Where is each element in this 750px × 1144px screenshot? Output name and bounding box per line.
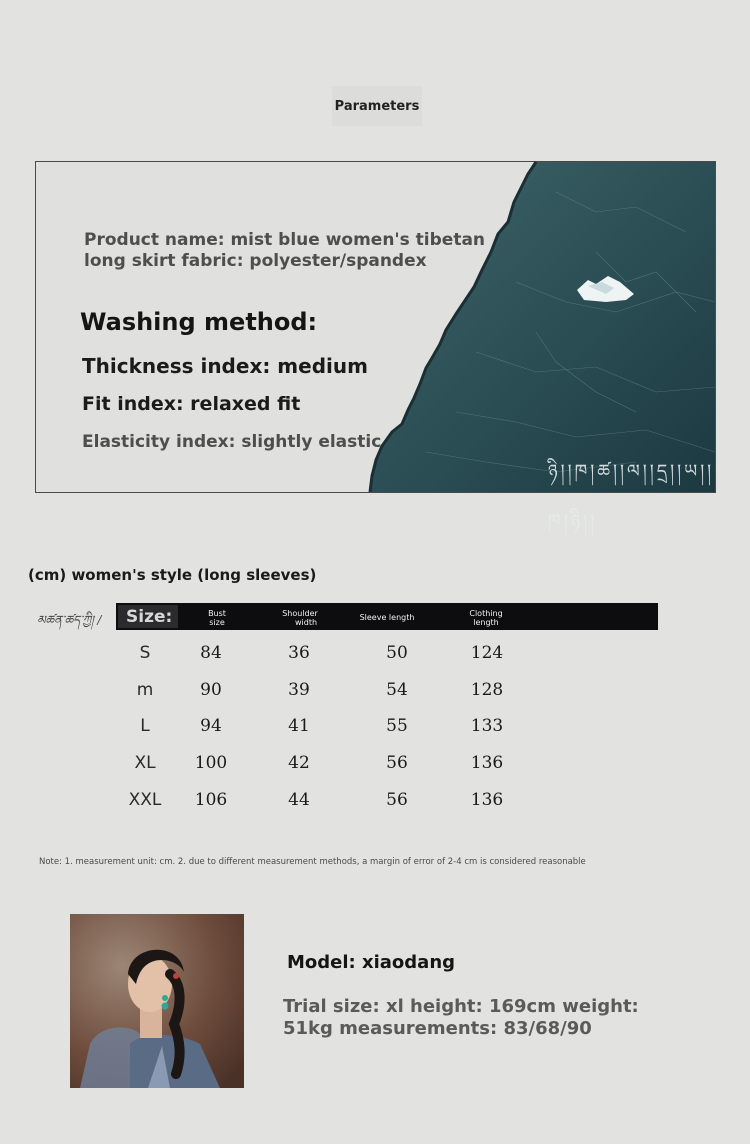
cell-sleeve: 50: [386, 643, 408, 663]
cell-length: 124: [470, 643, 504, 663]
table-row: [0, 716, 750, 744]
page-title: Parameters: [332, 86, 422, 126]
model-portrait: [70, 914, 244, 1088]
cell-bust: 94: [200, 716, 222, 736]
table-row: [0, 643, 750, 671]
thickness-index: Thickness index: medium: [82, 354, 368, 378]
cell-shoulder: 39: [288, 680, 310, 700]
cell-sleeve: 55: [386, 716, 408, 736]
product-name-line1: Product name: mist blue women's tibetan: [84, 230, 486, 250]
cell-bust: 100: [194, 753, 228, 773]
table-row: [0, 680, 750, 708]
cell-length: 128: [470, 680, 504, 700]
cell-shoulder: 41: [288, 716, 310, 736]
product-name-line2: long skirt fabric: polyester/spandex: [84, 251, 427, 271]
model-photo: [70, 914, 244, 1088]
cell-size: XXL: [128, 790, 162, 810]
product-info-panel: [35, 161, 716, 532]
model-details-line1: Trial size: xl height: 169cm weight:: [283, 996, 639, 1017]
size-table-header: [116, 603, 658, 630]
cell-bust: 106: [194, 790, 228, 810]
cell-sleeve: 54: [386, 680, 408, 700]
table-row: [0, 790, 750, 818]
cell-shoulder: 44: [288, 790, 310, 810]
cell-bust: 90: [200, 680, 222, 700]
cell-length: 133: [470, 716, 504, 736]
cell-size: XL: [134, 753, 156, 773]
cell-shoulder: 42: [288, 753, 310, 773]
cell-size: S: [139, 643, 151, 663]
header-shoulder-width: [278, 609, 322, 627]
cell-bust: 84: [200, 643, 222, 663]
model-name: Model: xiaodang: [287, 952, 456, 973]
header-sleeve-line1: Sleeve length: [359, 613, 415, 622]
elasticity-index: Elasticity index: slightly elastic: [82, 432, 382, 452]
header-shoulder-line1: Shoulder: [282, 609, 318, 618]
cell-size: m: [136, 680, 154, 700]
measurement-note: Note: 1. measurement unit: cm. 2. due to different measurement methods, a margin of error of 2-4 cm is considered reasonable: [39, 857, 586, 867]
washing-method: Washing method:: [80, 308, 318, 336]
cell-length: 136: [470, 790, 504, 810]
header-bust-line2: size: [209, 618, 225, 627]
header-bust-line1: Bust: [208, 609, 226, 618]
header-clothing-line2: length: [473, 618, 499, 627]
header-bust-size: [202, 609, 232, 627]
fit-index: Fit index: relaxed fit: [82, 393, 301, 415]
header-sleeve-length: [352, 613, 422, 622]
model-details-line2: 51kg measurements: 83/68/90: [283, 1018, 592, 1039]
cell-sleeve: 56: [386, 790, 408, 810]
tibetan-caption: ཉི།།ཁ།ཚ།།ལ།།དྲ།།ཡ།།ཁ།ཉི།།: [548, 461, 715, 532]
cell-shoulder: 36: [288, 643, 310, 663]
table-row: [0, 753, 750, 781]
cell-length: 136: [470, 753, 504, 773]
header-shoulder-line2: width: [294, 618, 318, 627]
header-clothing-line1: Clothing: [469, 609, 503, 618]
size-chart-title: (cm) women's style (long sleeves): [28, 566, 317, 584]
cell-sleeve: 56: [386, 753, 408, 773]
header-clothing-length: [464, 609, 508, 627]
tibetan-size-label: མཚན་ཚད་ཀྱི། /: [37, 613, 102, 627]
cell-size: L: [140, 716, 150, 736]
header-size: Size:: [118, 605, 178, 628]
